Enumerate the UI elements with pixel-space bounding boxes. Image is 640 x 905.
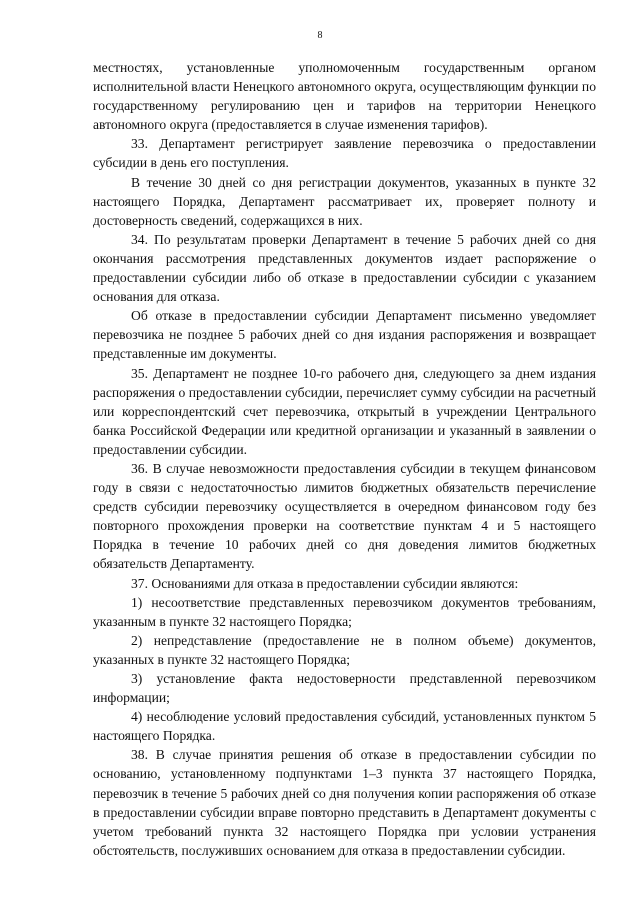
paragraph-33-review: В течение 30 дней со дня регистрации документов, указанных в пункте 32 настоящего Порядка, Департамент рассматривает их, проверяет полноту и достоверность сведений, содержащихся в них. [93, 174, 596, 228]
paragraph-37-item-1: 1) несоответствие представленных перевозчиком документов требованиям, указанным в пункте 32 настоящего Порядка; [93, 594, 596, 629]
paragraph-35: 35. Департамент не позднее 10-го рабочего дня, следующего за днем издания распоряжения о предоставлении субсидии, перечисляет сумму субсидии на расчетный или корреспондентский счет перевозчика, открытый в учреждении Центрального банка Российской Федерации или кредитной организации и указанный в заявлении о предоставлении субсидии. [93, 365, 596, 457]
paragraph-37-item-4: 4) несоблюдение условий предоставления субсидий, установленных пунктом 5 настоящего Порядка. [93, 709, 596, 744]
paragraph-37: 37. Основаниями для отказа в предоставлении субсидии являются: [131, 575, 519, 591]
paragraph-37-item-3: 3) установление факта недостоверности представленной перевозчиком информации; [93, 671, 596, 706]
paragraph-continuation: местностях, установленные уполномоченным государственным органом исполнительной власти Ненецкого автономного округа, осуществляющим функции по государственному регулированию цен и тарифов на территории Ненецкого автономного округа (предоставляется в случае изменения тарифов). [93, 60, 596, 133]
paragraph-34-refusal-notice: Об отказе в предоставлении субсидии Департамент письменно уведомляет перевозчика не позднее 5 рабочих дней со дня издания распоряжения и возвращает представленные им документы. [93, 308, 596, 362]
paragraph-38: 38. В случае принятия решения об отказе в предоставлении субсидии по основанию, установленному подпунктами 1–3 пункта 37 настоящего Порядка, перевозчик в течение 5 рабочих дней со дня получения копии распоряжения об отказе в предоставлении субсидии вправе повторно представить в Департамент документы с учетом требований пункта 32 настоящего Порядка при условии устранения обстоятельств, послуживших основанием для отказа в предоставлении субсидии. [93, 747, 596, 858]
page-number: 8 [317, 30, 323, 41]
paragraph-33: 33. Департамент регистрирует заявление перевозчика о предоставлении субсидии в день его поступления. [93, 136, 596, 171]
paragraph-36: 36. В случае невозможности предоставления субсидии в текущем финансовом году в связи с недостаточностью лимитов бюджетных обязательств перечисление средств субсидии перевозчику осуществляется в очередном финансовом году без повторного прохождения проверки на соответствие пунктам 4 и 5 настоящего Порядка в течение 10 рабочих дней со дня доведения лимитов бюджетных обязательств Департаменту. [93, 460, 596, 572]
paragraph-34: 34. По результатам проверки Департамент в течение 5 рабочих дней со дня окончания рассмотрения представленных документов издает распоряжение о предоставлении субсидии либо об отказе в предоставлении субсидии с указанием основания для отказа. [93, 231, 596, 305]
paragraph-37-item-2: 2) непредставление (предоставление не в полном объеме) документов, указанных в пункте 32 настоящего Порядка; [93, 632, 596, 667]
document-body [93, 58, 596, 860]
